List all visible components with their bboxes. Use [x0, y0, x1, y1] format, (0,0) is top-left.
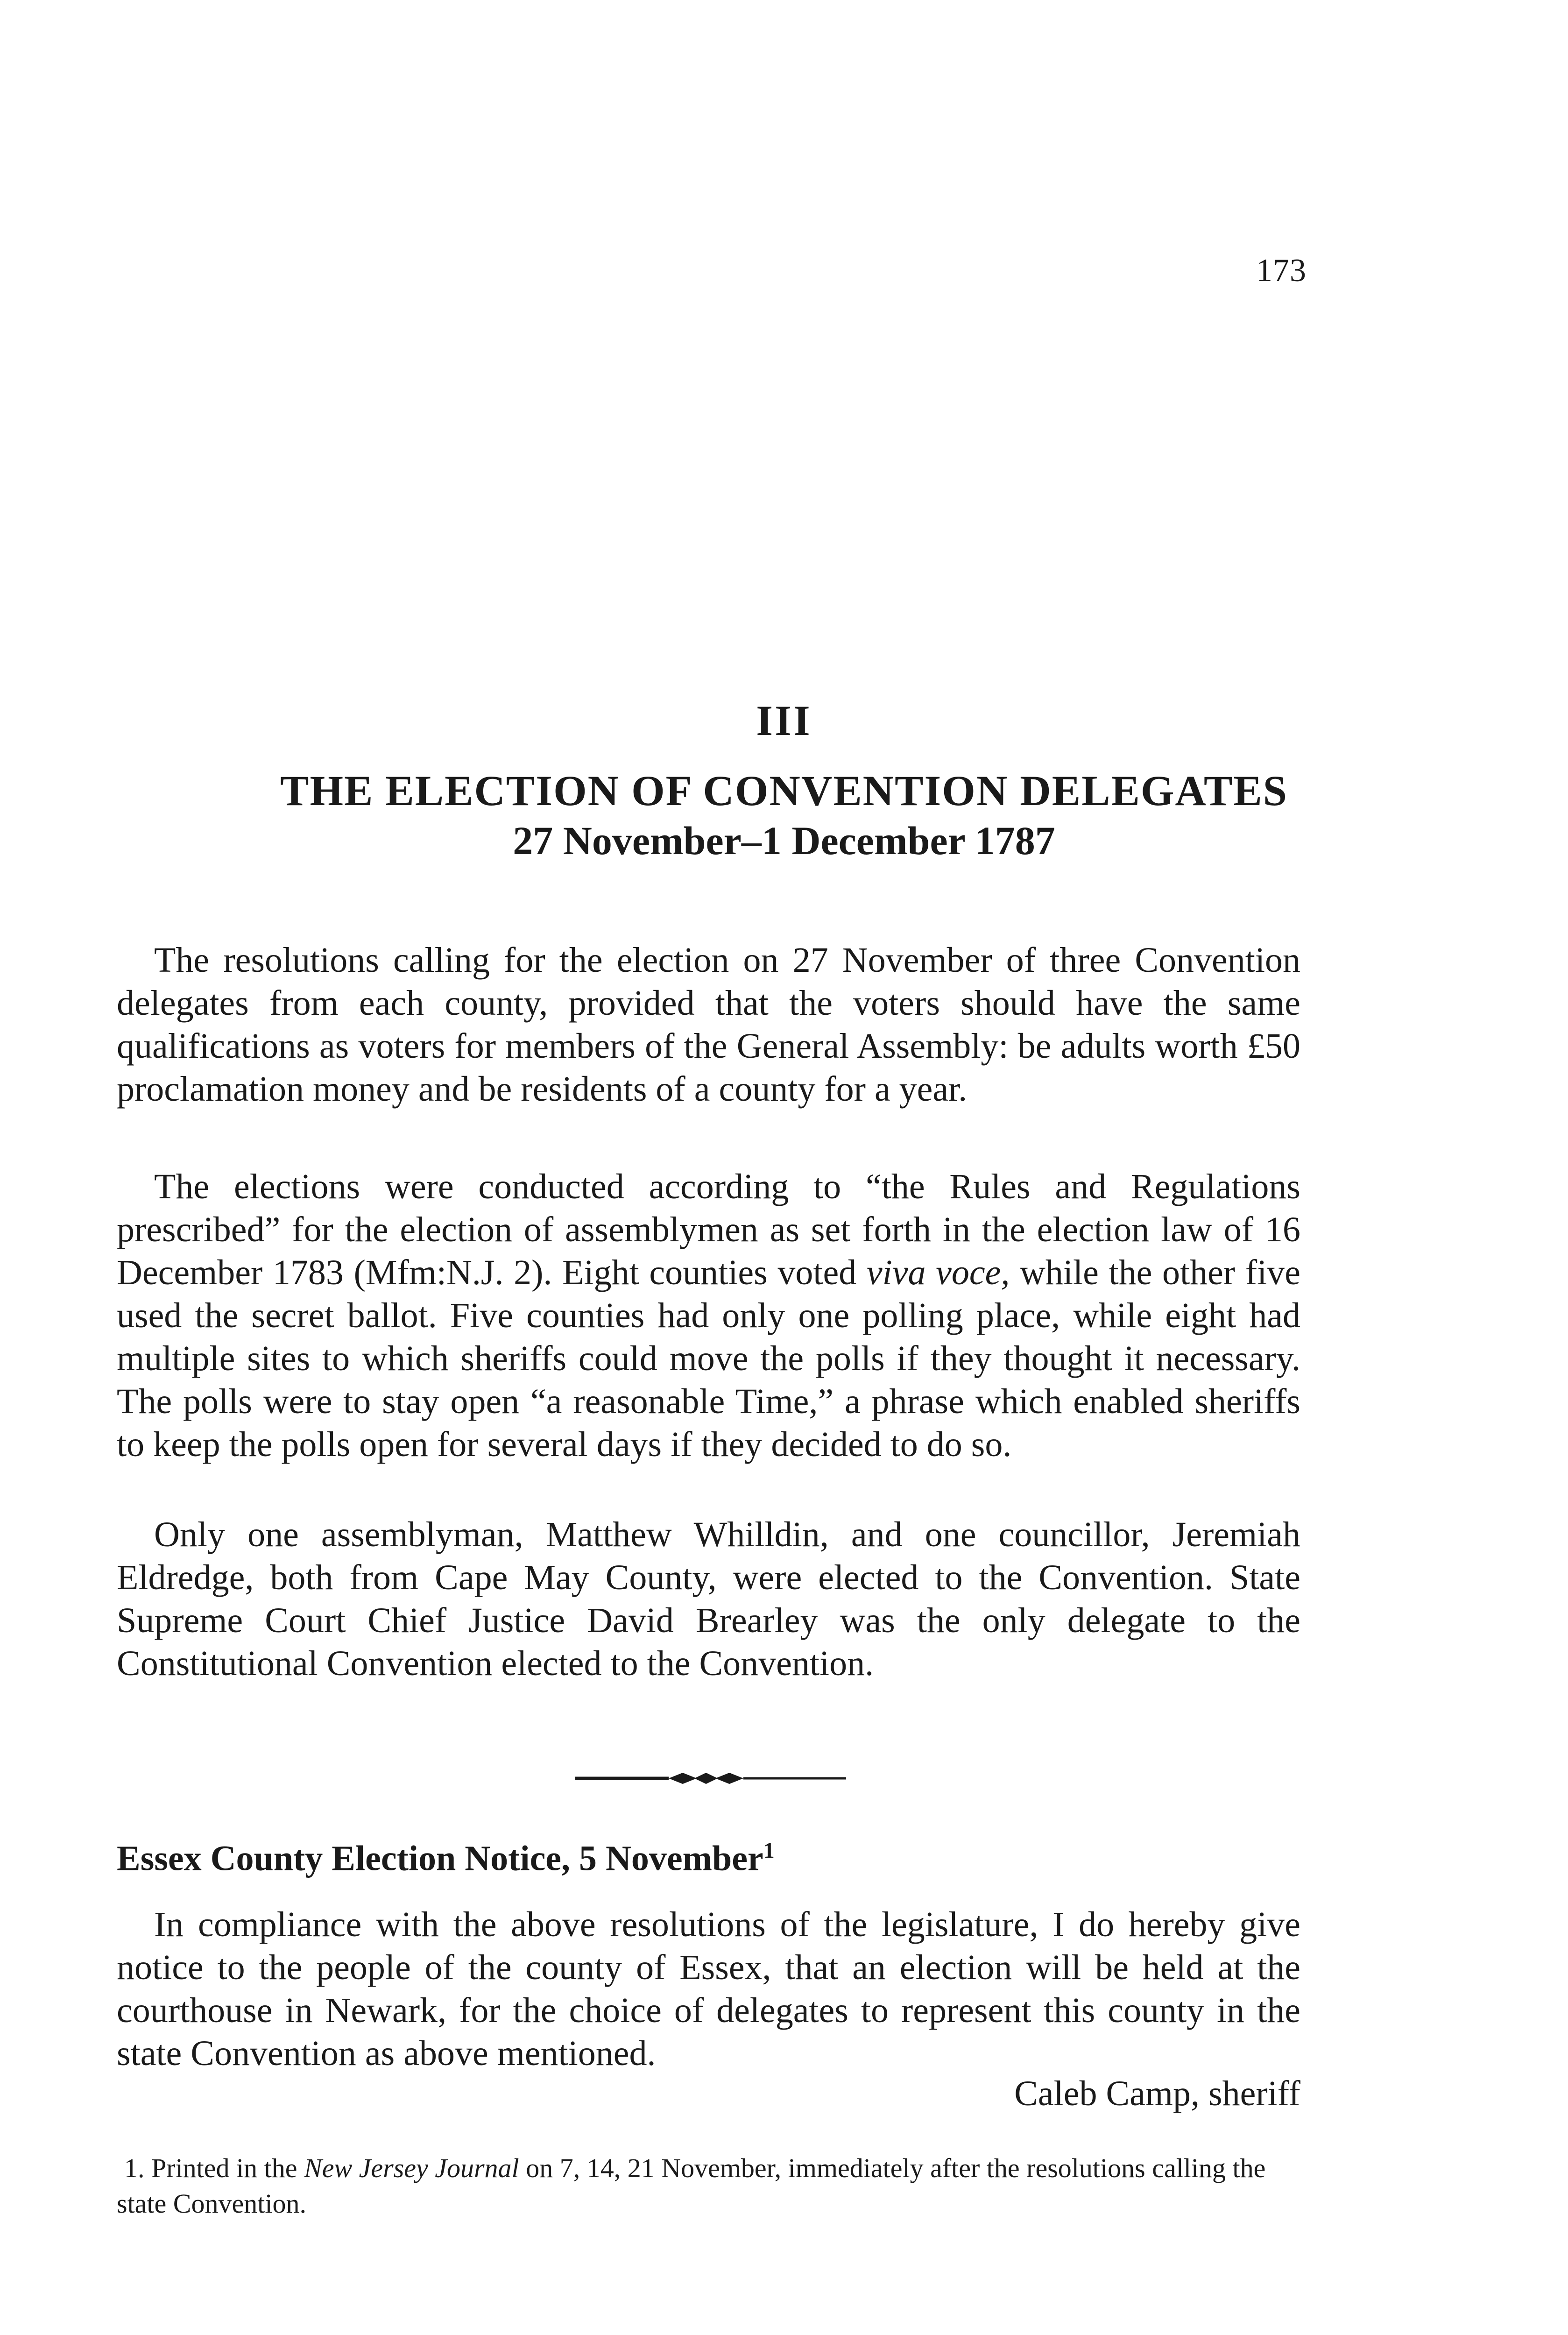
page-number: 173 — [1256, 253, 1307, 289]
intro-paragraph-2-text-a: The elections were conducted according to “the Rules and Regulations prescribed” for the election of assemblymen as set forth in the election law of 16 December 1783 (Mfm:N.J. 2). Eight counties voted — [117, 1167, 1300, 1292]
part-title: THE ELECTION OF CONVENTION DELEGATES — [280, 767, 1288, 814]
notice-footnote-marker: 1 — [763, 1838, 775, 1863]
notice-heading-text: Essex County Election Notice, 5 November — [117, 1839, 763, 1878]
part-numeral: III — [756, 697, 812, 744]
notice-signature: Caleb Camp, sheriff — [1014, 2074, 1300, 2113]
footnote — [117, 2151, 1300, 2222]
intro-paragraph-2 — [117, 1165, 1300, 1466]
footnote-text-b: on 7, 14, 21 November, immediately after the resolutions calling the state Convention. — [117, 2153, 1266, 2219]
notice-heading — [117, 1838, 775, 1879]
part-dates: 27 November–1 December 1787 — [513, 818, 1055, 863]
footnote-italic: New Jersey Journal — [304, 2153, 519, 2183]
footnote-text-a: Printed in the — [144, 2153, 304, 2183]
intro-paragraph-1: The resolutions calling for the election on 27 November of three Convention delegates from each county, provided that the voters should have the same qualifications as voters for members of the General Assembly: be adults worth £50 proclamation money and be residents of a county for a year. — [117, 941, 1300, 1109]
intro-paragraph-2-text-b: while the other five used the secret ballot. Five counties had only one polling place, while eight had multiple sites to which sheriffs could move the polls if they thought it necessary. The polls were to stay open “a reasonable Time,” a phrase which enabled sheriffs to keep the polls open for several days if they decided to do so. — [117, 1253, 1300, 1464]
notice-paragraph: In compliance with the above resolutions of the legislature, I do hereby give notice to the people of the county of Essex, that an election will be held at the courthouse in Newark, for the choice of delegates to represent this county in the state Convention as above mentioned. — [117, 1905, 1300, 2073]
intro-paragraph-2-italic: viva voce, — [866, 1253, 1010, 1292]
intro-paragraph-3: Only one assemblyman, Matthew Whilldin, and one councillor, Jeremiah Eldredge, both from Cape May County, were elected to the Convention. State Supreme Court Chief Justice David Brearley was the only delegate to the Constitutional Convention elected to the Convention. — [117, 1515, 1300, 1683]
section-divider-ornament — [575, 1769, 846, 1788]
footnote-number: 1. — [124, 2153, 145, 2183]
